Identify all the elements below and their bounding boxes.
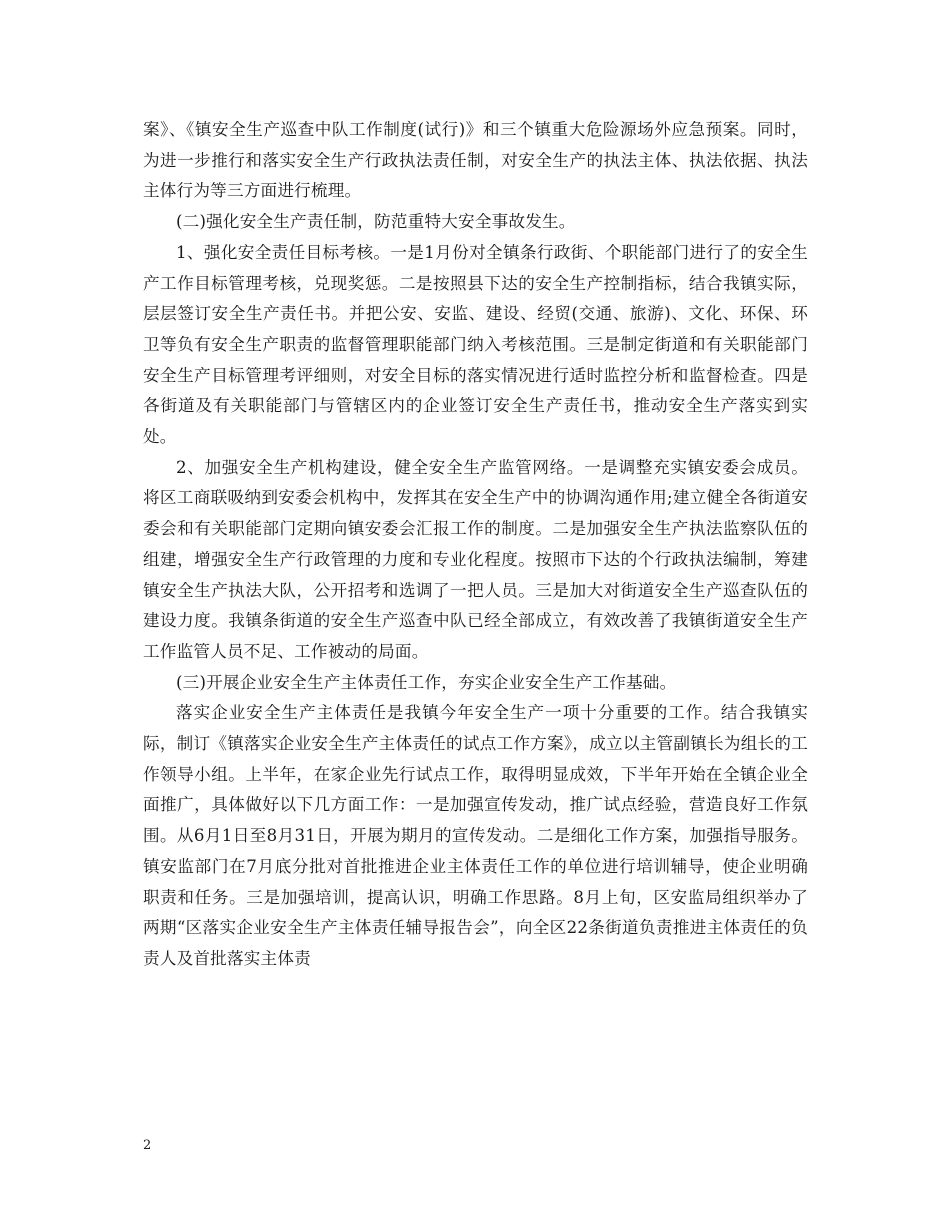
paragraph: 案》、《镇安全生产巡查中队工作制度(试行)》和三个镇重大危险源场外应急预案。同时，为进一步推行和落实安全生产行政执法责任制，对安全生产的执法主体、执法依据、执法主体行为等三方面进行梳理。 xyxy=(143,120,808,201)
paragraph: 1、强化安全责任目标考核。一是1月份对全镇条行政街、个职能部门进行了的安全生产工作目标管理考核，兑现奖惩。二是按照县下达的安全生产控制指标，结合我镇实际，层层签订安全生产责任书。并把公安、安监、建设、经贸(交通、旅游)、文化、环保、环卫等负有安全生产职责的监督管理职能部门纳入考核范围。三是制定街道和有关职能部门安全生产目标管理考评细则，对安全目标的落实情况进行适时监控分析和监督检查。四是各街道及有关职能部门与管辖区内的企业签订安全生产责任书，推动安全生产落实到实处。 xyxy=(143,242,808,447)
paragraph: 落实企业安全生产主体责任是我镇今年安全生产一项十分重要的工作。结合我镇实际，制订《镇落实企业安全生产主体责任的试点工作方案》，成立以主管副镇长为组长的工作领导小组。上半年，在家企业先行试点工作，取得明显成效，下半年开始在全镇企业全面推广，具体做好以下几方面工作：一是加强宣传发动，推广试点经验，营造良好工作氛围。从6月1日至8月31日，开展为期月的宣传发动。二是细化工作方案，加强指导服务。镇安监部门在7月底分批对首批推进企业主体责任工作的单位进行培训辅导，使企业明确职责和任务。三是加强培训，提高认识，明确工作思路。8月上旬，区安监局组织举办了两期“区落实企业安全生产主体责任辅导报告会”，向全区22条街道负责推进主体责任的负责人及首批落实主体责 xyxy=(143,703,808,968)
section-heading: (二)强化安全生产责任制，防范重特大安全事故发生。 xyxy=(176,212,576,232)
paragraph: 2、加强安全生产机构建设，健全安全生产监管网络。一是调整充实镇安委会成员。将区工商联吸纳到安委会机构中，发挥其在安全生产中的协调沟通作用;建立健全各街道安委会和有关职能部门定期向镇安委会汇报工作的制度。二是加强安全生产执法监察队伍的组建，增强安全生产行政管理的力度和专业化程度。按照市下达的个行政执法编制，筹建镇安全生产执法大队，公开招考和选调了一把人员。三是加大对街道安全生产巡查队伍的建设力度。我镇条街道的安全生产巡查中队已经全部成立，有效改善了我镇街道安全生产工作监管人员不足、工作被动的局面。 xyxy=(143,457,808,661)
section-heading: (三)开展企业安全生产主体责任工作，夯实企业安全生产工作基础。 xyxy=(176,672,677,692)
document-body xyxy=(143,115,808,975)
page-number: 2 xyxy=(143,1138,152,1153)
